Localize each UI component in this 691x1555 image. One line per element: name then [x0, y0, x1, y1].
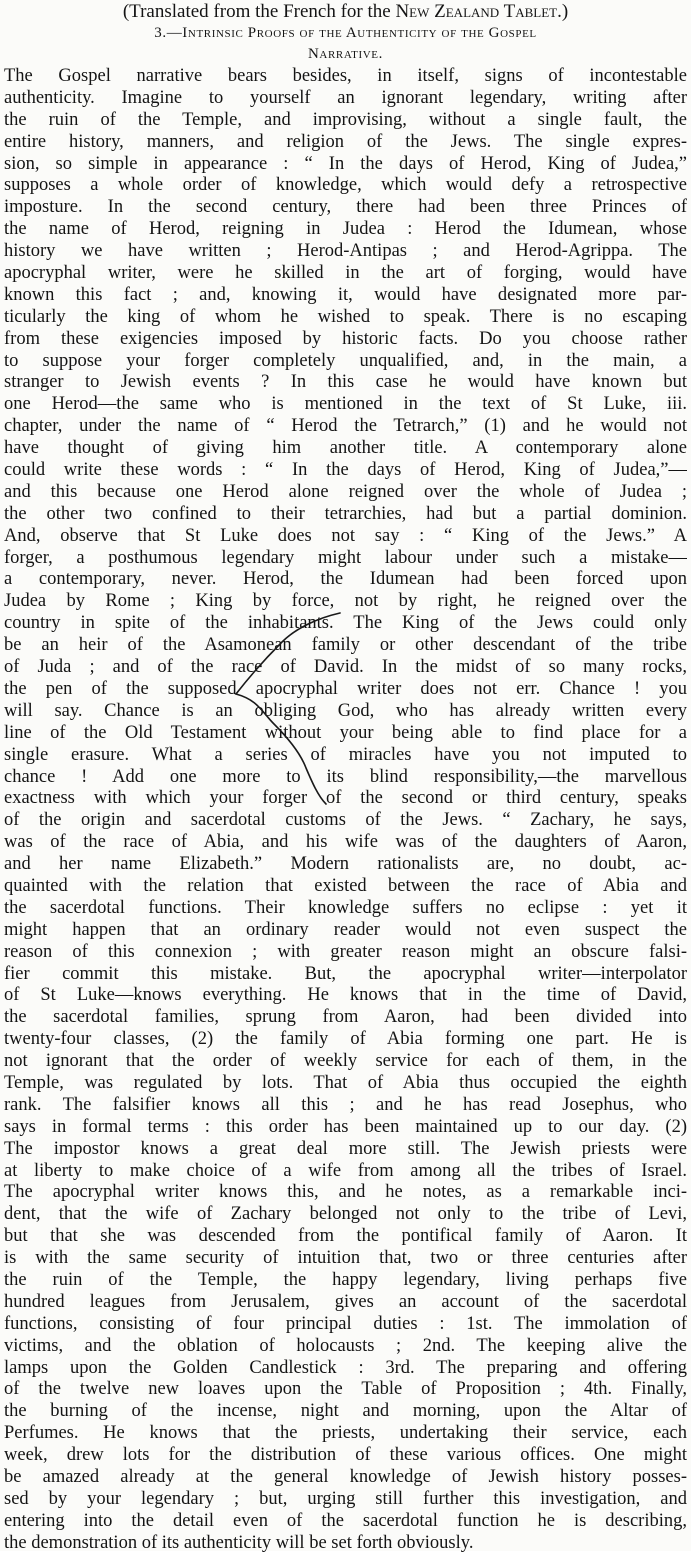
- text-line: the burning of the incense, night and morning, upon the Altar of: [4, 1401, 687, 1422]
- text-line: Perfumes. He knows that the priests, undertaking their service, each: [4, 1423, 687, 1444]
- text-line: twenty-four classes, (2) the family of Abia forming one part. He is: [4, 1029, 687, 1050]
- text-line: the pen of the supposed apocryphal writer does not err. Chance ! you: [4, 678, 687, 699]
- text-line: And, observe that St Luke does not say : “ King of the Jews.” A: [4, 525, 687, 546]
- text-line: country in spite of the inhabitants. The King of the Jews could only: [4, 613, 687, 634]
- text-line: entering into the detail even of the sacerdotal function he is describing,: [4, 1510, 687, 1531]
- text-line: victims, and the oblation of holocausts ; 2nd. The keeping alive the: [4, 1335, 687, 1356]
- text-line: be an heir of the Asamonean family or other descendant of the tribe: [4, 635, 687, 656]
- text-line: but that she was descended from the pontifical family of Aaron. It: [4, 1226, 687, 1247]
- text-line: at liberty to make choice of a wife from among all the tribes of Israel.: [4, 1160, 687, 1181]
- translation-credit: [0, 1, 691, 23]
- text-line: the name of Herod, reigning in Judea : Herod the Idumean, whose: [4, 219, 687, 240]
- text-line: to suppose your forger completely unqualified, and, in the main, a: [4, 350, 687, 371]
- text-line: exactness with which your forger of the second or third century, speaks: [4, 788, 687, 809]
- text-line: The impostor knows a great deal more still. The Jewish priests were: [4, 1138, 687, 1159]
- text-line: quainted with the relation that existed between the race of Abia and: [4, 875, 687, 896]
- text-line: and her name Elizabeth.” Modern rationalists are, no doubt, ac-: [4, 854, 687, 875]
- text-line: of St Luke—knows everything. He knows that in the time of David,: [4, 985, 687, 1006]
- text-line: was of the race of Abia, and his wife was of the daughters of Aaron,: [4, 832, 687, 853]
- text-line: the sacerdotal families, sprung from Aaron, had been divided into: [4, 1007, 687, 1028]
- text-line: lamps upon the Golden Candlestick : 3rd. The preparing and offering: [4, 1357, 687, 1378]
- publication-name: New Zealand Tablet: [395, 1, 558, 22]
- text-line: have thought of giving him another title. A contemporary alone: [4, 438, 687, 459]
- text-line: the sacerdotal functions. Their knowledge suffers no eclipse : yet it: [4, 897, 687, 918]
- article-heading: [0, 23, 691, 65]
- text-line: ticularly the king of whom he wished to speak. There is no escaping: [4, 306, 687, 327]
- text-line: history we have written ; Herod-Antipas ; and Herod-Agrippa. The: [4, 241, 687, 262]
- text-line: sion, so simple in appearance : “ In the days of Herod, King of Judea,”: [4, 153, 687, 174]
- text-line: of Juda ; and of the race of David. In the midst of so many rocks,: [4, 657, 687, 678]
- text-line: supposes a whole order of knowledge, which would defy a retrospective: [4, 175, 687, 196]
- credit-prefix: (Translated from the French for the: [122, 1, 396, 22]
- text-line: entire history, manners, and religion of the Jews. The single expres-: [4, 131, 687, 152]
- text-line: might happen that an ordinary reader would not even suspect the: [4, 919, 687, 940]
- text-line: known this fact ; and, knowing it, would have designated more par-: [4, 284, 687, 305]
- heading-line-2: Narrative.: [308, 46, 383, 62]
- text-line: rank. The falsifier knows all this ; and he has read Josephus, who: [4, 1094, 687, 1115]
- text-line: one Herod—the same who is mentioned in the text of St Luke, iii.: [4, 394, 687, 415]
- text-line: a contemporary, never. Herod, the Idumean had been forced upon: [4, 569, 687, 590]
- text-line: be amazed already at the general knowledge of Jewish history posses-: [4, 1467, 687, 1487]
- text-line: authenticity. Imagine to yourself an ignorant legendary, writing after: [4, 87, 687, 108]
- text-line: imposture. In the second century, there had been three Princes of: [4, 197, 687, 218]
- text-line: hundred leagues from Jerusalem, gives an account of the sacerdotal: [4, 1291, 687, 1312]
- text-line: single erasure. What a series of miracles have you not imputed to: [4, 744, 687, 765]
- article-body: [4, 66, 687, 1555]
- text-line: The apocryphal writer knows this, and he notes, as a remarkable inci-: [4, 1182, 687, 1203]
- text-line: and this because one Herod alone reigned over the whole of Judea ;: [4, 481, 687, 502]
- text-line: the other two confined to their tetrarchies, had but a partial dominion.: [4, 503, 687, 524]
- heading-line-1: 3.—Intrinsic Proofs of the Authenticity of the Gospel: [154, 25, 537, 41]
- text-line: the demonstration of its authenticity will be set forth obviously.: [4, 1532, 474, 1553]
- text-line: from these exigencies imposed by historic facts. Do you choose rather: [4, 328, 687, 349]
- text-line: Temple, was regulated by lots. That of Abia thus occupied the eighth: [4, 1072, 687, 1093]
- text-line: the ruin of the Temple, and improvising, without a single fault, the: [4, 109, 687, 130]
- text-line: sed by your legendary ; but, urging still further this investigation, and: [4, 1488, 687, 1509]
- text-line: says in formal terms : this order has been maintained up to our day. (2): [4, 1116, 687, 1137]
- text-line: week, drew lots for the distribution of these various offices. One might: [4, 1445, 687, 1466]
- text-line: of the origin and sacerdotal customs of the Jews. “ Zachary, he says,: [4, 810, 687, 831]
- text-line: fier commit this mistake. But, the apocryphal writer—interpolator: [4, 963, 687, 984]
- text-line: apocryphal writer, were he skilled in the art of forging, would have: [4, 263, 687, 284]
- text-line: chapter, under the name of “ Herod the Tetrarch,” (1) and he would not: [4, 416, 687, 437]
- text-line: line of the Old Testament without your being able to find place for a: [4, 722, 687, 743]
- text-line: not ignorant that the order of weekly service for each of them, in the: [4, 1051, 687, 1072]
- text-line: reason of this connexion ; with greater reason might an obscure falsi-: [4, 941, 687, 962]
- text-line: dent, that the wife of Zachary belonged not only to the tribe of Levi,: [4, 1204, 687, 1225]
- text-line: chance ! Add one more to its blind responsibility,—the marvellous: [4, 766, 687, 787]
- text-line: stranger to Jewish events ? In this case he would have known but: [4, 372, 687, 393]
- text-line: Judea by Rome ; King by force, not by right, he reigned over the: [4, 591, 687, 612]
- text-line: of the twelve new loaves upon the Table of Proposition ; 4th. Finally,: [4, 1379, 687, 1400]
- text-line: could write these words : “ In the days of Herod, King of Judea,”—: [4, 460, 687, 481]
- text-line: forger, a posthumous legendary might labour under such a mistake—: [4, 547, 687, 568]
- text-line: functions, consisting of four principal duties : 1st. The immolation of: [4, 1313, 687, 1334]
- text-line: is with the same security of intuition that, two or three centuries after: [4, 1248, 687, 1269]
- text-line: will say. Chance is an obliging God, who has already written every: [4, 700, 687, 721]
- credit-suffix: .): [557, 1, 569, 22]
- text-line: The Gospel narrative bears besides, in itself, signs of incontestable: [4, 66, 687, 86]
- text-line: the ruin of the Temple, the happy legendary, living perhaps five: [4, 1269, 687, 1290]
